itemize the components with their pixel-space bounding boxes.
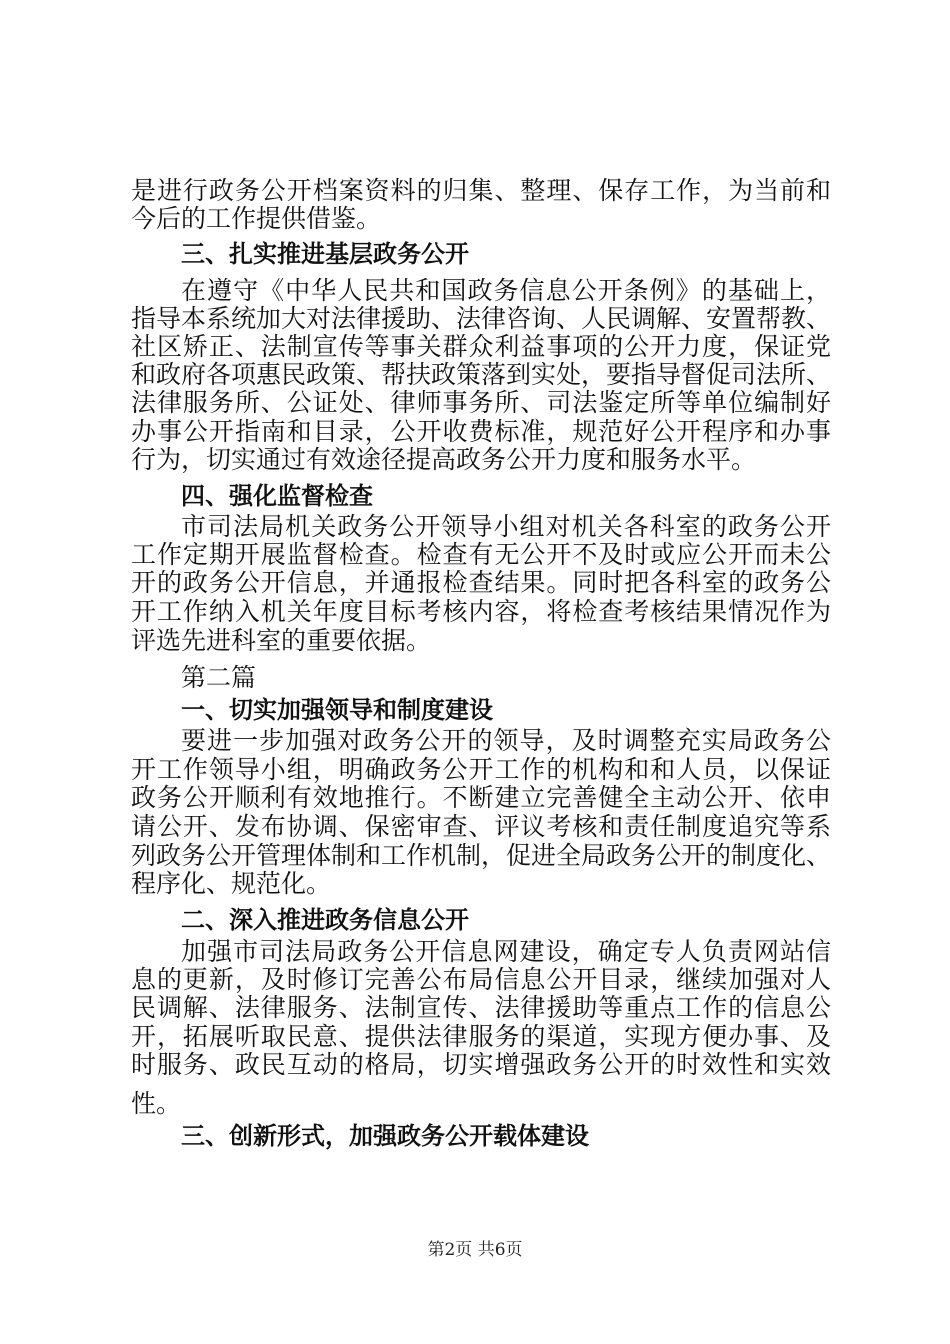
section-heading: 二、深入推进政务信息公开 [181,906,469,934]
page-footer: 第2页 共6页 [427,1240,523,1260]
section-heading: 三、扎实推进基层政务公开 [181,240,469,268]
paragraph-line: 行为，切实通过有效途径提高政务公开力度和服务水平。 [131,445,757,474]
paragraph-line: 时服务、政民互动的格局，切实增强政务公开的时效性和实效 [131,1050,831,1079]
paragraph-line: 请公开、发布协调、保密审查、评议考核和责任制度追究等系 [131,812,831,841]
chapter-title: 第二篇 [181,663,257,692]
section-heading: 三、创新形式，加强政务公开载体建设 [181,1122,589,1150]
paragraph-line: 列政务公开管理体制和工作机制，促进全局政务公开的制度化、 [131,841,831,870]
paragraph-line: 法律服务所、公证处、律师事务所、司法鉴定所等单位编制好 [131,388,831,417]
paragraph-line: 开工作纳入机关年度目标考核内容，将检查考核结果情况作为 [131,597,831,626]
section-heading: 四、强化监督检查 [181,482,373,510]
paragraph-line: 性。 [131,1089,182,1118]
paragraph-line: 和政府各项惠民政策、帮扶政策落到实处，要指导督促司法所、 [131,360,831,389]
paragraph-line: 加强市司法局政务公开信息网建设，确定专人负责网站信 [181,937,831,966]
paragraph-line: 是进行政务公开档案资料的归集、整理、保存工作，为当前和 [131,176,831,205]
paragraph-line: 程序化、规范化。 [131,869,332,898]
paragraph-line: 开，拓展听取民意、提供法律服务的渠道，实现方便办事、及 [131,1022,831,1051]
paragraph-line: 今后的工作提供借鉴。 [131,204,382,233]
paragraph-line: 民调解、法律服务、法制宣传、法律援助等重点工作的信息公 [131,993,831,1022]
paragraph-line: 社区矫正、法制宣传等事关群众利益事项的公开力度，保证党 [131,332,831,361]
section-heading: 一、切实加强领导和制度建设 [181,696,493,724]
paragraph-line: 要进一步加强对政务公开的领导，及时调整充实局政务公 [181,726,831,755]
paragraph-line: 开的政务公开信息，并通报检查结果。同时把各科室的政务公 [131,568,831,597]
paragraph-line: 评选先进科室的重要依据。 [131,626,432,655]
paragraph-line: 市司法局机关政务公开领导小组对机关各科室的政务公开 [181,512,831,541]
paragraph-line: 政务公开顺利有效地推行。不断建立完善健全主动公开、依申 [131,783,831,812]
paragraph-line: 在遵守《中华人民共和国政务信息公开条例》的基础上， [181,276,831,305]
paragraph-line: 办事公开指南和目录，公开收费标准，规范好公开程序和办事 [131,417,831,446]
paragraph-line: 指导本系统加大对法律援助、法律咨询、人民调解、安置帮教、 [131,304,831,333]
paragraph-line: 息的更新，及时修订完善公布局信息公开目录，继续加强对人 [131,965,831,994]
paragraph-line: 开工作领导小组，明确政务公开工作的机构和和人员，以保证 [131,755,831,784]
paragraph-line: 工作定期开展监督检查。检查有无公开不及时或应公开而未公 [131,540,831,569]
